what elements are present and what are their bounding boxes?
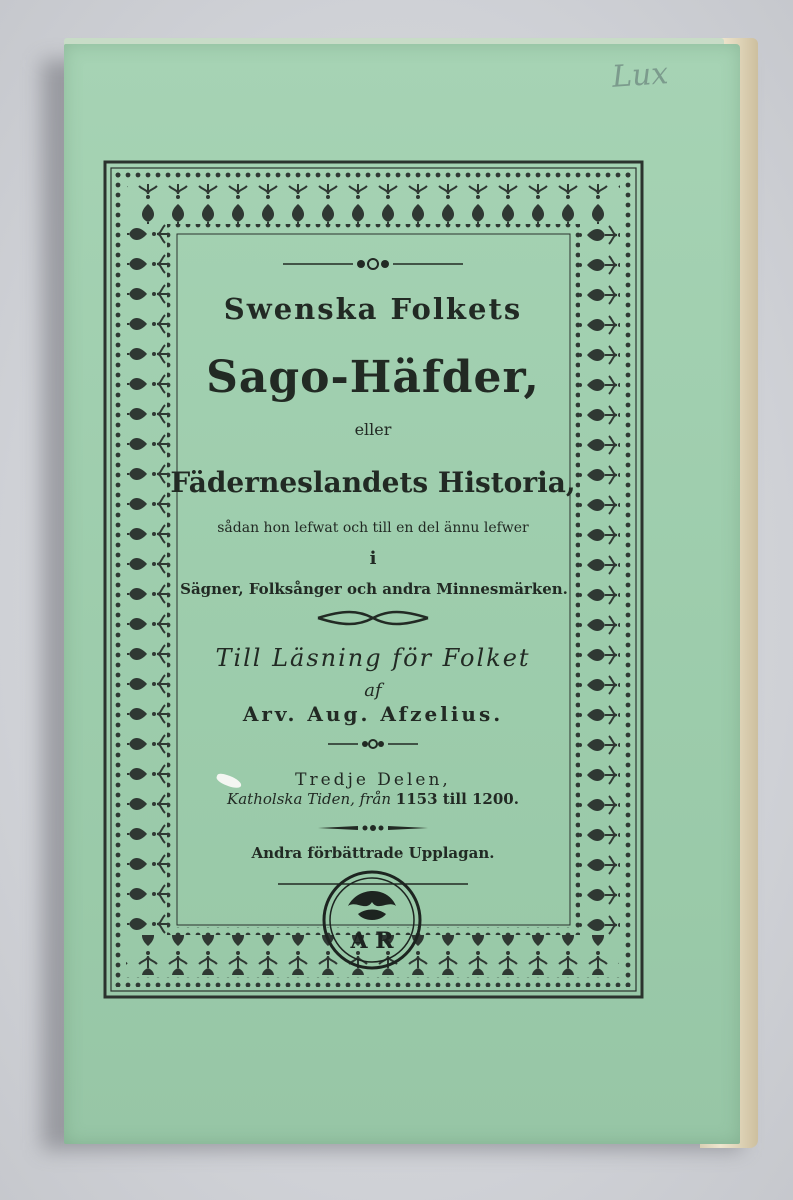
title-page-text bbox=[170, 222, 576, 922]
period-years: 1153 till 1200. bbox=[395, 790, 519, 808]
eller-text: eller bbox=[354, 420, 392, 439]
i-text: i bbox=[369, 548, 377, 569]
period-prefix: Katholska Tiden, från bbox=[227, 790, 391, 808]
part-text: Tredje Delen, bbox=[295, 770, 451, 790]
pencil-note: Lux bbox=[610, 56, 670, 95]
author-ornament-rule bbox=[170, 734, 576, 754]
title-line-2: Sago-Häfder, bbox=[206, 352, 540, 403]
library-stamp bbox=[318, 866, 426, 974]
period-text bbox=[170, 790, 576, 808]
top-ornament-rule bbox=[170, 254, 576, 274]
stamp-letters: A R bbox=[350, 928, 394, 954]
dedication-text: Till Läsning för Folket bbox=[215, 644, 531, 672]
title-line-1: Swenska Folkets bbox=[223, 292, 523, 326]
lower-ornament-rule bbox=[170, 818, 576, 838]
af-text: af bbox=[364, 680, 382, 701]
middle-ornament-rule bbox=[170, 608, 576, 628]
title-line-3: Fäderneslandets Historia, bbox=[170, 466, 576, 499]
author-name: Arv. Aug. Afzelius. bbox=[242, 702, 504, 726]
subtitle-2-text: Sägner, Folksånger och andra Minnesmärken. bbox=[180, 580, 568, 598]
subtitle-text: sådan hon lefwat och till en del ännu lefwer bbox=[217, 520, 529, 536]
edition-text: Andra förbättrade Upplagan. bbox=[251, 844, 495, 862]
